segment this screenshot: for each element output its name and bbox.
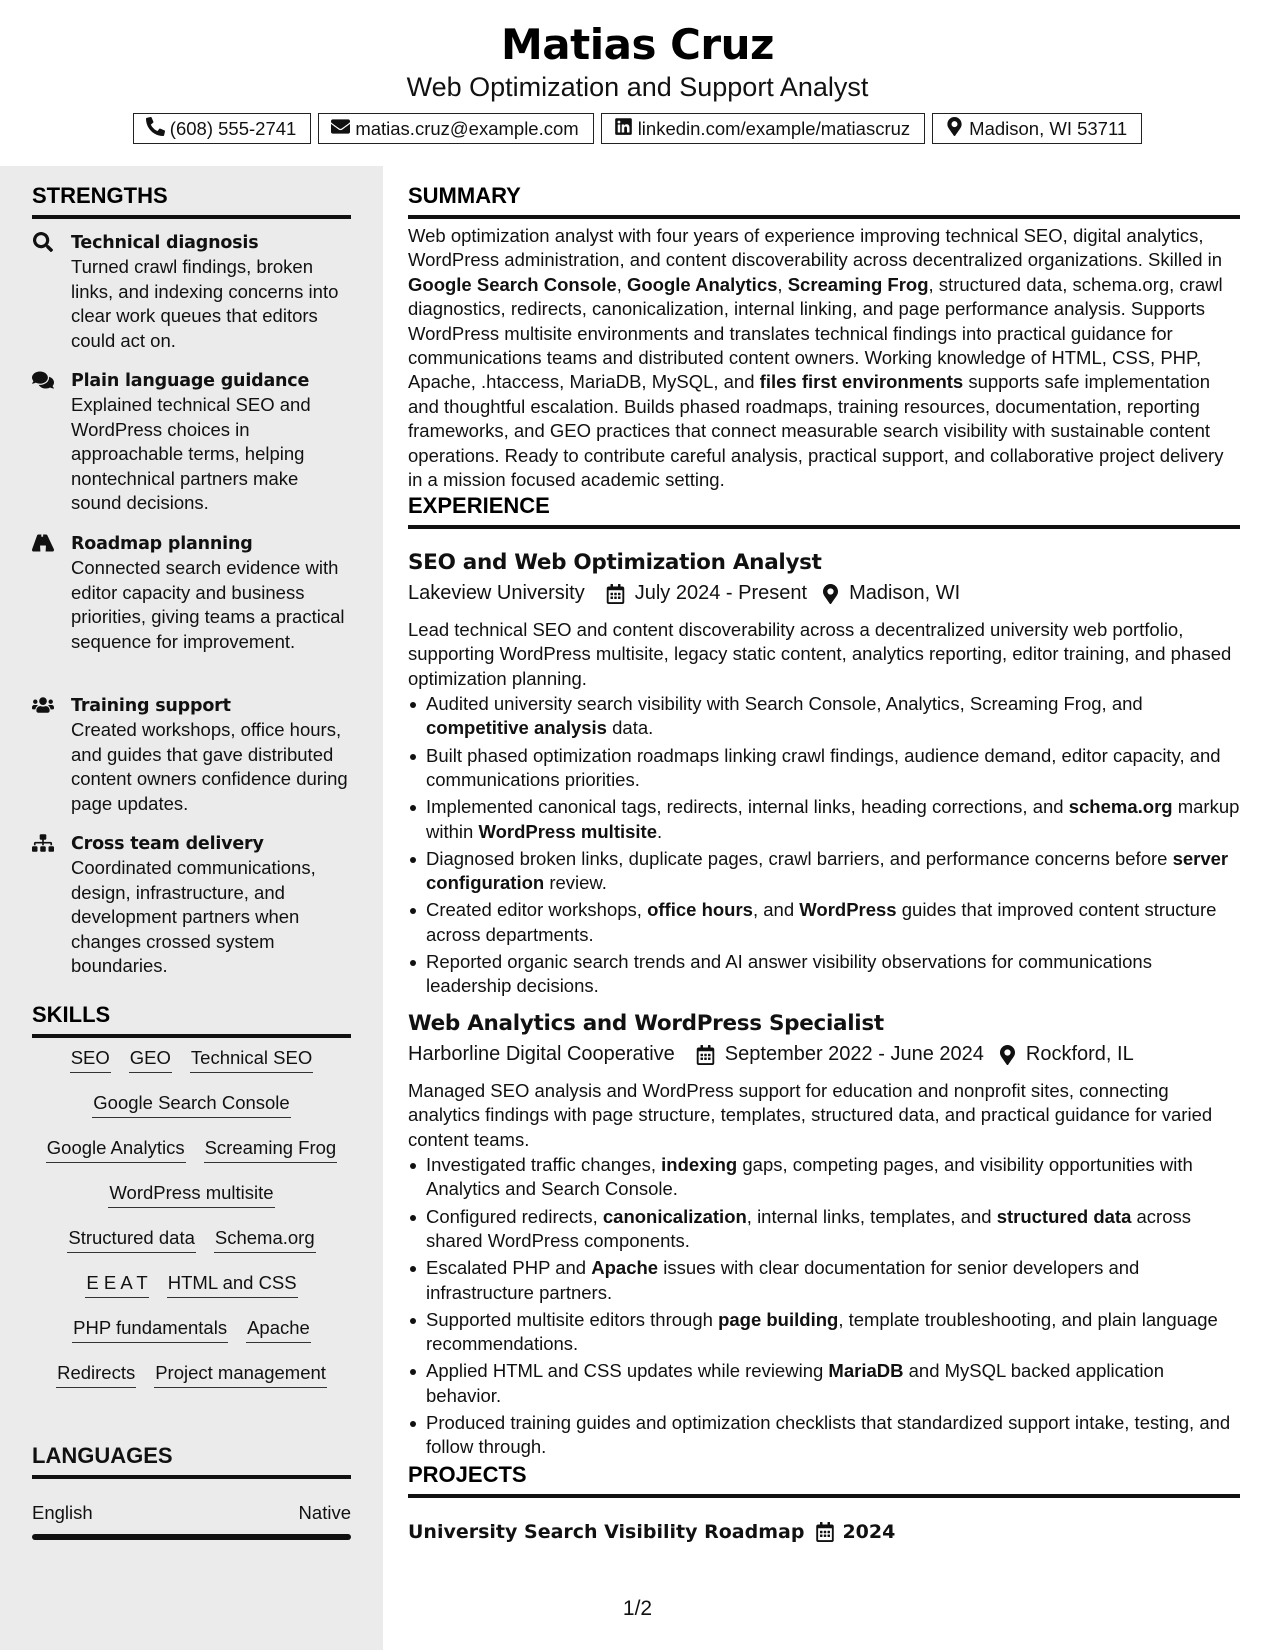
map-pin-icon: [822, 584, 839, 604]
location-text: Madison, WI 53711: [969, 117, 1128, 139]
skill-tag: Screaming Frog: [204, 1137, 338, 1163]
job-dates: July 2024 - Present: [634, 582, 808, 604]
skill-row: [32, 1217, 351, 1262]
skill-tag: Redirects: [56, 1362, 136, 1388]
map-pin-icon: [945, 117, 964, 141]
bullet-item: Created editor workshops, office hours, and WordPress guides that improved content structure across departments.: [408, 898, 1240, 947]
skill-row: [32, 1127, 351, 1172]
skill-tag: Google Analytics: [46, 1137, 186, 1163]
language-row: [32, 1502, 351, 1524]
company-name: Harborline Digital Cooperative: [408, 1043, 675, 1065]
bullet-item: Applied HTML and CSS updates while reviewing MariaDB and MySQL backed application behavior.: [408, 1359, 1240, 1408]
bullet-item: Produced training guides and optimization checklists that standardized support intake, testing, and follow through.: [408, 1411, 1240, 1460]
skill-tag: PHP fundamentals: [72, 1317, 228, 1343]
strength-item: [32, 532, 352, 654]
strength-title: Training support: [71, 696, 231, 716]
calendar-icon: [606, 584, 625, 604]
users-icon: [32, 695, 56, 717]
bullet-item: Audited university search visibility with Search Console, Analytics, Screaming Frog, and competitive analysis data.: [408, 692, 1240, 741]
bullet-item: Escalated PHP and Apache issues with clear documentation for senior developers and infrastructure partners.: [408, 1256, 1240, 1305]
phone-icon: [146, 117, 165, 141]
strength-item: [32, 369, 352, 516]
project-item: [408, 1521, 895, 1543]
language-name: English: [32, 1502, 93, 1523]
skills-list: [32, 1037, 351, 1397]
strength-description: Turned crawl findings, broken links, and indexing concerns into clear work queues that editors could act on.: [71, 256, 339, 351]
bullet-item: Investigated traffic changes, indexing gaps, competing pages, and visibility opportunities with Analytics and Search Console.: [408, 1153, 1240, 1202]
candidate-name: Matias Cruz: [501, 20, 774, 69]
skill-tag: Schema.org: [214, 1227, 316, 1253]
envelope-icon: [331, 117, 350, 141]
bullet-item: Implemented canonical tags, redirects, internal links, heading corrections, and schema.org markup within WordPress multisite.: [408, 795, 1240, 844]
skills-heading: SKILLS: [32, 1002, 351, 1038]
skill-row: [32, 1082, 351, 1127]
bullet-item: Reported organic search trends and AI answer visibility observations for communications leadership decisions.: [408, 950, 1240, 999]
sidebar: [0, 166, 383, 1650]
skill-tag: E E A T: [85, 1272, 148, 1298]
email-text: matias.cruz@example.com: [355, 117, 579, 139]
location-contact: [932, 113, 1142, 144]
company-name: Lakeview University: [408, 582, 585, 604]
bullet-item: Configured redirects, canonicalization, internal links, templates, and structured data across shared WordPress components.: [408, 1205, 1240, 1254]
project-name: University Search Visibility Roadmap: [408, 1521, 805, 1543]
email-contact[interactable]: [318, 113, 593, 144]
job-summary: Lead technical SEO and content discoverability across a decentralized university web portfolio, supporting WordPress multisite, legacy static content, analytics reporting, editor training, and phased optimization planning.: [408, 619, 1232, 689]
skill-row: [32, 1037, 351, 1082]
job-bullets: [408, 692, 1240, 1002]
bullet-item: Diagnosed broken links, duplicate pages, crawl barriers, and performance concerns before server configuration review.: [408, 847, 1240, 896]
skill-tag: Structured data: [67, 1227, 196, 1253]
strength-item: [32, 832, 352, 979]
job-title: SEO and Web Optimization Analyst: [408, 550, 822, 575]
strength-title: Plain language guidance: [71, 371, 310, 391]
strength-description: Coordinated communications, design, infrastructure, and development partners when changes crossed system boundaries.: [71, 857, 316, 976]
job-title: Web Analytics and WordPress Specialist: [408, 1011, 884, 1036]
experience-heading: EXPERIENCE: [408, 493, 1240, 529]
linkedin-contact[interactable]: [601, 113, 925, 144]
skill-row: [32, 1262, 351, 1307]
skill-tag: Google Search Console: [92, 1092, 290, 1118]
strength-item: [32, 231, 352, 353]
skill-tag: Apache: [246, 1317, 311, 1343]
road-icon: [32, 533, 56, 555]
resume-header: [0, 0, 1275, 166]
job-meta: [408, 582, 960, 605]
page-indicator: 1/2: [622, 1597, 653, 1620]
bullet-item: Supported multisite editors through page building, template troubleshooting, and plain language recommendations.: [408, 1308, 1240, 1357]
job-location: Madison, WI: [849, 582, 961, 604]
job-bullets: [408, 1153, 1240, 1463]
summary-heading: SUMMARY: [408, 183, 1240, 219]
strength-title: Roadmap planning: [71, 534, 253, 554]
strength-description: Created workshops, office hours, and guides that gave distributed content owners confidence during page updates.: [71, 719, 348, 814]
calendar-icon: [696, 1045, 715, 1065]
linkedin-icon: [614, 117, 633, 141]
calendar-icon: [816, 1522, 834, 1542]
candidate-title: Web Optimization and Support Analyst: [406, 72, 869, 102]
strength-description: Explained technical SEO and WordPress choices in approachable terms, helping nontechnical partners make sound decisions.: [71, 394, 311, 513]
skill-tag: Technical SEO: [190, 1047, 313, 1073]
sitemap-icon: [32, 833, 56, 855]
skill-row: [32, 1307, 351, 1352]
skill-row: [32, 1352, 351, 1397]
comments-icon: [32, 370, 56, 392]
skill-tag: Project management: [154, 1362, 327, 1388]
phone-text: (608) 555-2741: [169, 117, 297, 139]
job-summary: Managed SEO analysis and WordPress support for education and nonprofit sites, connecting analytics findings with page structure, templates, structured data, and practical guidance for varied content teams.: [408, 1080, 1213, 1150]
strength-title: Technical diagnosis: [71, 233, 259, 253]
strength-item: [32, 694, 352, 816]
strength-description: Connected search evidence with editor capacity and business priorities, giving teams a practical sequence for improvement.: [71, 557, 345, 652]
language-level: Native: [298, 1502, 351, 1523]
map-pin-icon: [999, 1045, 1016, 1065]
projects-heading: PROJECTS: [408, 1462, 1240, 1498]
contact-bar: [0, 113, 1275, 144]
search-icon: [32, 232, 56, 254]
skill-tag: GEO: [129, 1047, 172, 1073]
strengths-heading: STRENGTHS: [32, 183, 351, 219]
phone-contact[interactable]: [133, 113, 312, 144]
languages-heading: LANGUAGES: [32, 1443, 351, 1479]
job-location: Rockford, IL: [1025, 1043, 1134, 1065]
language-proficiency-bar: [32, 1534, 351, 1540]
summary-text: Web optimization analyst with four years of experience improving technical SEO, digital analytics, WordPress administration, and content discoverability across decentralized organizations. Skilled in Google Search Console, Google Analytics, Screaming Frog, structured data, schema.org, crawl diagnostics, redirects, canonicalization, internal linking, and page performance analysis. Supports WordPress multisite environments and translates technical findings into practical guidance for communications teams and distributed content owners. Working knowledge of HTML, CSS, PHP, Apache, .htaccess, MariaDB, MySQL, and files first environments supports safe implementation and thoughtful escalation. Builds phased roadmaps, training resources, documentation, reporting frameworks, and GEO practices that connect measurable search visibility with sustainable content operations. Ready to contribute careful analysis, practical support, and collaborative project delivery in a mission focused academic setting.: [408, 225, 1224, 491]
bullet-item: Built phased optimization roadmaps linking crawl findings, audience demand, editor capacity, and communications priorities.: [408, 744, 1240, 793]
skill-tag: HTML and CSS: [167, 1272, 298, 1298]
project-year: 2024: [842, 1521, 896, 1543]
skill-tag: WordPress multisite: [108, 1182, 274, 1208]
skill-tag: SEO: [70, 1047, 111, 1073]
job-meta: [408, 1043, 1134, 1066]
skill-row: [32, 1172, 351, 1217]
job-dates: September 2022 - June 2024: [724, 1043, 984, 1065]
strength-title: Cross team delivery: [71, 834, 264, 854]
linkedin-text: linkedin.com/example/matiascruz: [637, 117, 911, 139]
